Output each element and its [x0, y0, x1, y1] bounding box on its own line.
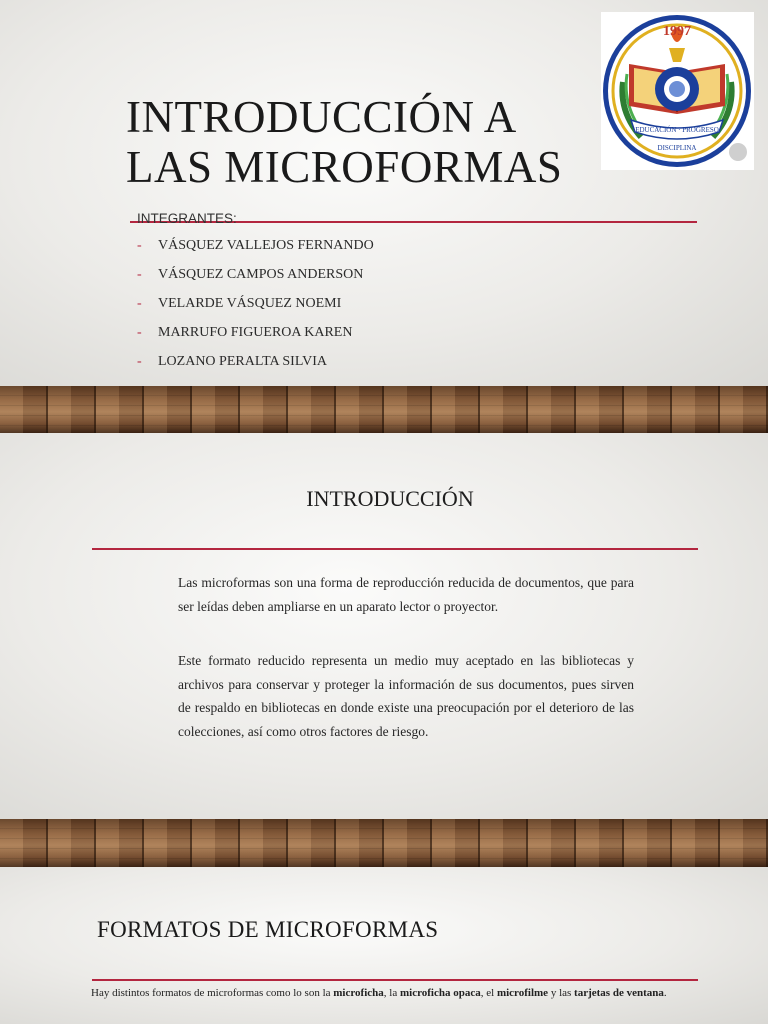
list-item [137, 354, 374, 383]
slide-heading: FORMATOS DE MICROFORMAS [97, 917, 439, 942]
text-run: Hay distintos formatos de microformas como lo son la [91, 987, 334, 999]
text-run: . [663, 987, 667, 999]
title-line-1: INTRODUCCIÓN A [126, 92, 517, 142]
formats-paragraph [91, 984, 691, 1003]
paragraph-2: Este formato reducido representa un medio muy aceptado en las bibliotecas y archivos para conservar y proteger la información de sus documentos, pues sirven de respaldo en bibliotecas en donde existe una preocupación por el deterioro de las colecciones, así como otros factores de riesgo. [178, 653, 634, 739]
member-name: VÁSQUEZ CAMPOS ANDERSON [158, 267, 364, 282]
term-microfilme: microfilme [496, 987, 549, 999]
term-microficha-opaca: microficha opaca [399, 987, 481, 999]
text-run: , el [480, 987, 497, 999]
slide-title-heading [126, 92, 562, 192]
wood-floor-divider [0, 386, 768, 433]
heading-divider [92, 548, 698, 550]
paragraph-1: Las microformas son una forma de reproducción reducida de documentos, que para ser leídas deben ampliarse en un aparato lector o proyector. [178, 575, 634, 614]
text-run: y las [548, 987, 575, 999]
member-name: LOZANO PERALTA SILVIA [158, 354, 327, 369]
members-label: INTEGRANTES: [137, 211, 237, 226]
term-tarjetas-de-ventana: tarjetas de ventana [574, 987, 664, 999]
term-microficha: microficha [333, 987, 384, 999]
slide-introduction [0, 433, 768, 819]
bullet-dash: - [137, 354, 142, 369]
heading-divider [92, 979, 698, 981]
slide-formats [0, 867, 768, 1024]
seal-ring-text: EDUCACIÓN · PROGRESO [635, 126, 719, 134]
list-item [137, 296, 374, 325]
school-seal-logo [601, 12, 754, 170]
wood-floor-divider [0, 819, 768, 867]
list-item [137, 238, 374, 267]
slide-title [0, 0, 768, 386]
bullet-dash: - [137, 238, 142, 253]
text-run: , la [383, 987, 400, 999]
bullet-dash: - [137, 296, 142, 311]
bullet-dash: - [137, 267, 142, 282]
slide-heading: INTRODUCCIÓN [306, 486, 474, 511]
bullet-dash: - [137, 325, 142, 340]
seal-icon [601, 12, 754, 170]
member-name: MARRUFO FIGUEROA KAREN [158, 325, 353, 340]
seal-year: 1997 [663, 24, 691, 39]
list-item [137, 267, 374, 296]
list-item [137, 325, 374, 354]
seal-motto: DISCIPLINA [657, 144, 697, 152]
members-list [137, 238, 374, 383]
member-name: VÁSQUEZ VALLEJOS FERNANDO [158, 238, 374, 253]
title-line-2: LAS MICROFORMAS [126, 142, 563, 192]
member-name: VELARDE VÁSQUEZ NOEMI [158, 296, 342, 311]
